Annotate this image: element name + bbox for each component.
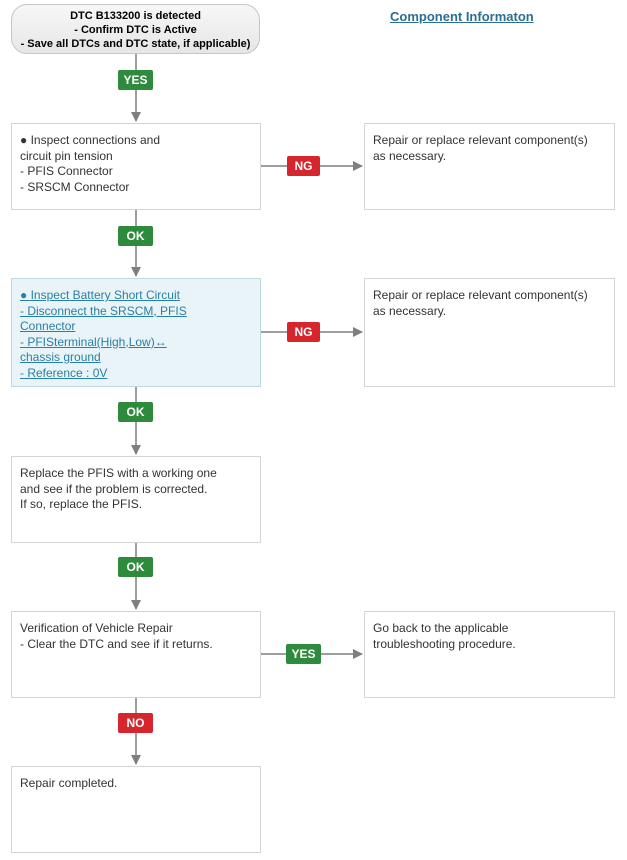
step2-link-line[interactable]: - PFISterminal(High,Low)↔ (20, 334, 167, 349)
start-line-2: - Confirm DTC is Active (74, 24, 197, 36)
yes-badge-step4: YES (286, 644, 321, 664)
component-information-link[interactable]: Component Informaton (390, 9, 534, 24)
ok-badge-step1: OK (118, 226, 153, 246)
step1-inspect-connections (11, 123, 261, 210)
step2-link-line[interactable]: - Reference : 0V (20, 365, 108, 380)
step2-link-line[interactable]: ● Inspect Battery Short Circuit (20, 288, 180, 302)
step1-line: - SRSCM Connector (20, 179, 130, 194)
step3-replace-pfis (11, 456, 261, 543)
step2-ng-action (364, 278, 615, 387)
ng-badge-step1: NG (287, 156, 320, 176)
no-badge-step4: NO (118, 713, 153, 733)
yes-action-line: Go back to the applicable (373, 621, 509, 635)
yes-badge-start: YES (118, 70, 153, 90)
start-line-1: DTC B133200 is detected (70, 10, 201, 22)
step2-link-line[interactable]: - Disconnect the SRSCM, PFIS (20, 303, 187, 318)
step1-line: ● Inspect connections and (20, 133, 161, 147)
final-repair-completed (11, 766, 261, 853)
step2-inspect-battery-short[interactable] (11, 278, 261, 387)
step2-link-line[interactable]: Connector (20, 319, 76, 333)
ng-action-line: Repair or replace relevant component(s) (373, 133, 588, 147)
final-line: Repair completed. (20, 776, 118, 790)
ng-badge-step2: NG (287, 322, 320, 342)
ng-action-line: as necessary. (373, 148, 447, 163)
step4-yes-action (364, 611, 615, 698)
step1-line: - PFIS Connector (20, 164, 113, 178)
ng-action-line: Repair or replace relevant component(s) (373, 288, 588, 302)
step4-line: - Clear the DTC and see if it returns. (20, 636, 213, 651)
step3-line: Replace the PFIS with a working one (20, 466, 217, 480)
step4-verification (11, 611, 261, 698)
step4-line: Verification of Vehicle Repair (20, 621, 173, 635)
step1-line: circuit pin tension (20, 148, 113, 163)
step2-link-line[interactable]: chassis ground (20, 350, 101, 364)
ng-action-line: as necessary. (373, 303, 447, 318)
ok-badge-step2: OK (118, 402, 153, 422)
yes-action-line: troubleshooting procedure. (373, 636, 516, 651)
start-node (11, 4, 260, 54)
ok-badge-step3: OK (118, 557, 153, 577)
step3-line: and see if the problem is corrected. (20, 481, 208, 496)
step3-line: If so, replace the PFIS. (20, 497, 143, 511)
start-line-3: - Save all DTCs and DTC state, if applicable) (20, 38, 251, 50)
step1-ng-action (364, 123, 615, 210)
